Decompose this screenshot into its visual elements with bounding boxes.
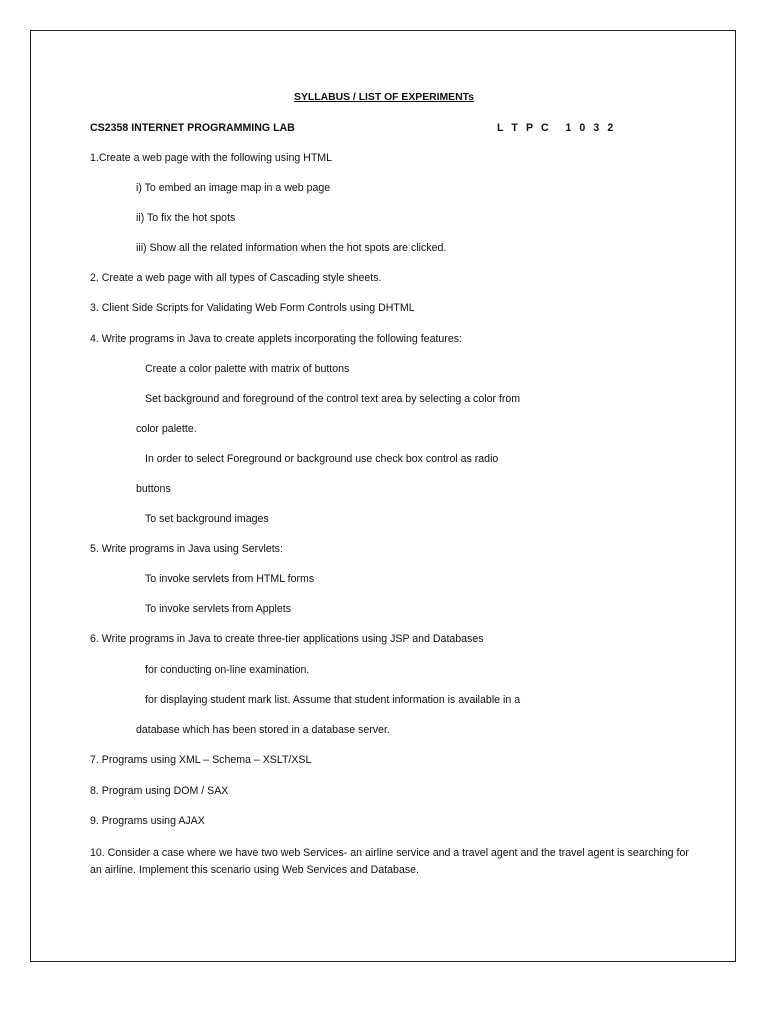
experiment-6-item-a: for conducting on-line examination.	[145, 664, 310, 676]
document-heading: SYLLABUS / LIST OF EXPERIMENTs	[294, 92, 474, 103]
experiment-6-item-b-cont: database which has been stored in a database server.	[136, 724, 390, 736]
experiment-4-item-c-cont: buttons	[136, 483, 171, 495]
experiment-9: 9. Programs using AJAX	[90, 815, 205, 827]
experiment-4-item-c: In order to select Foreground or background use check box control as radio	[145, 453, 499, 465]
experiment-4-item-a: Create a color palette with matrix of buttons	[145, 363, 350, 375]
experiment-10: 10. Consider a case where we have two web Services- an airline service and a travel agent and the travel agent is searching for an airline. Implement this scenario using Web Services and Database.	[90, 847, 689, 876]
experiment-7: 7. Programs using XML – Schema – XSLT/XSL	[90, 754, 312, 766]
experiment-8: 8. Program using DOM / SAX	[90, 785, 229, 797]
course-title: CS2358 INTERNET PROGRAMMING LAB	[90, 122, 295, 134]
ltpc-row	[497, 121, 616, 135]
experiment-4-item-d: To set background images	[145, 513, 269, 525]
ltpc-values: 1 0 3 2	[565, 122, 616, 134]
experiment-6-item-b: for displaying student mark list. Assume that student information is available in a	[145, 694, 521, 706]
experiment-1-item-i: i) To embed an image map in a web page	[136, 182, 331, 194]
experiment-5-item-a: To invoke servlets from HTML forms	[145, 573, 315, 585]
experiment-1: 1.Create a web page with the following using HTML	[90, 152, 333, 164]
experiment-3: 3. Client Side Scripts for Validating Web Form Controls using DHTML	[90, 302, 415, 314]
experiment-2: 2. Create a web page with all types of Cascading style sheets.	[90, 272, 382, 284]
ltpc-label: L T P C	[497, 122, 552, 134]
experiment-1-item-iii: iii) Show all the related information when the hot spots are clicked.	[136, 242, 447, 254]
experiment-6: 6. Write programs in Java to create three-tier applications using JSP and Databases	[90, 633, 484, 645]
experiment-5: 5. Write programs in Java using Servlets:	[90, 543, 283, 555]
experiment-4: 4. Write programs in Java to create applets incorporating the following features:	[90, 333, 462, 345]
experiment-5-item-b: To invoke servlets from Applets	[145, 603, 292, 615]
experiment-4-item-b: Set background and foreground of the control text area by selecting a color from	[145, 393, 521, 405]
experiment-1-item-ii: ii) To fix the hot spots	[136, 212, 236, 224]
experiment-4-item-b-cont: color palette.	[136, 423, 197, 435]
